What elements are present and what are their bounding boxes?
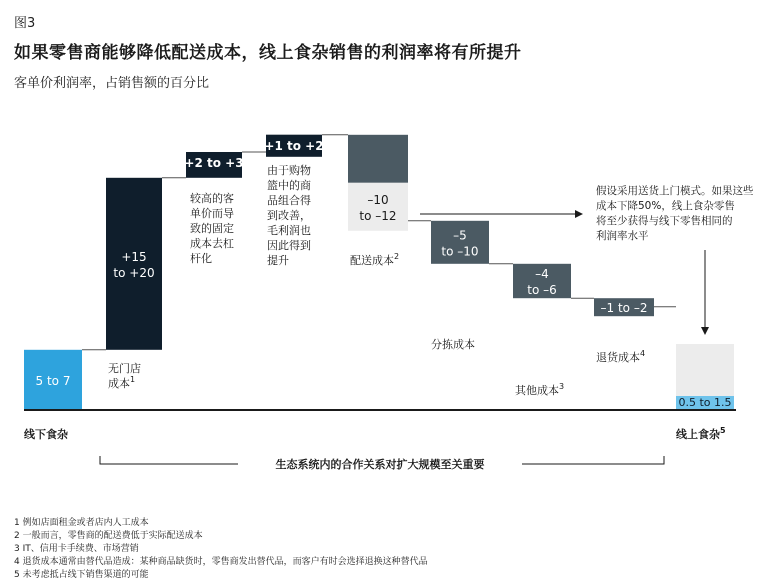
annotation-text: 假设采用送货上门模式。如果这些 [596, 185, 754, 197]
figure-label: 图3 [14, 16, 36, 31]
category-label: 配送成本$^2$ [350, 252, 400, 267]
value-label: to –12 [359, 208, 397, 223]
chart-title: 如果零售商能够降低配送成本，线上食杂销售的利润率将有所提升 [14, 43, 522, 63]
chart-subtitle: 客单价利润率，占销售额的百分比 [14, 76, 210, 91]
category-label: 因此得到 [267, 239, 311, 252]
value-label: +1 to +2 [264, 138, 324, 153]
category-label: 成本$^1$ [108, 375, 136, 390]
category-label: 较高的客 [190, 192, 234, 205]
category-label: 线上食杂$^5$ [676, 426, 726, 441]
footnote-4: 4 退货成本通常由替代品造成：某种商品缺货时，零售商发出替代品，而客户有时会选择退换这种替代品 [14, 557, 428, 567]
value-label: 5 to 7 [35, 373, 71, 388]
value-label: 0.5 to 1.5 [678, 396, 732, 409]
bracket-label: 生态系统内的合作关系对扩大规模至关重要 [275, 458, 485, 471]
value-label: –4 [535, 267, 549, 281]
category-label: 分拣成本 [431, 338, 475, 351]
footnote-3: 3 IT、信用卡手续费、市场营销 [14, 544, 139, 554]
value-label: –1 to –2 [600, 301, 648, 316]
category-label: 由于购物 [267, 164, 311, 177]
value-label: to +20 [113, 265, 155, 280]
value-label: +15 [121, 249, 147, 264]
category-label: 无门店 [108, 362, 141, 375]
footnote-1: 1 例如店面租金或者店内人工成本 [14, 518, 149, 528]
value-label: –10 [367, 192, 389, 207]
value-label: –5 [453, 228, 467, 243]
category-label: 篮中的商 [267, 179, 311, 192]
bar-online-grocery-upside [676, 344, 734, 396]
category-label: 其他成本$^3$ [515, 382, 565, 397]
bar-delivery-cost-top [348, 135, 408, 183]
category-label: 到改善， [267, 209, 311, 222]
annotation-text: 成本下降50%，线上食杂零售 [596, 200, 735, 212]
category-label: 单价而导 [190, 207, 234, 220]
category-label: 退货成本$^4$ [596, 349, 646, 364]
category-label: 线下食杂 [24, 428, 68, 441]
footnote-5: 5 未考虑抵占线下销售渠道的可能 [14, 570, 149, 580]
category-label: 品组合得 [267, 194, 311, 207]
annotation-text: 利润率水平 [596, 230, 649, 242]
category-label: 杆化 [190, 252, 212, 265]
value-label: to –10 [441, 244, 479, 259]
value-label: to –6 [527, 283, 557, 297]
category-label: 致的固定 [190, 222, 234, 235]
footnote-2: 2 一般而言，零售商的配送费低于实际配送成本 [14, 531, 203, 541]
value-label: +2 to +3 [184, 156, 244, 170]
category-label: 成本去杠 [190, 237, 234, 250]
category-label: 毛利润也 [267, 224, 311, 237]
annotation-text: 将至少获得与线下零售相同的 [596, 215, 733, 227]
category-label: 提升 [267, 254, 289, 267]
